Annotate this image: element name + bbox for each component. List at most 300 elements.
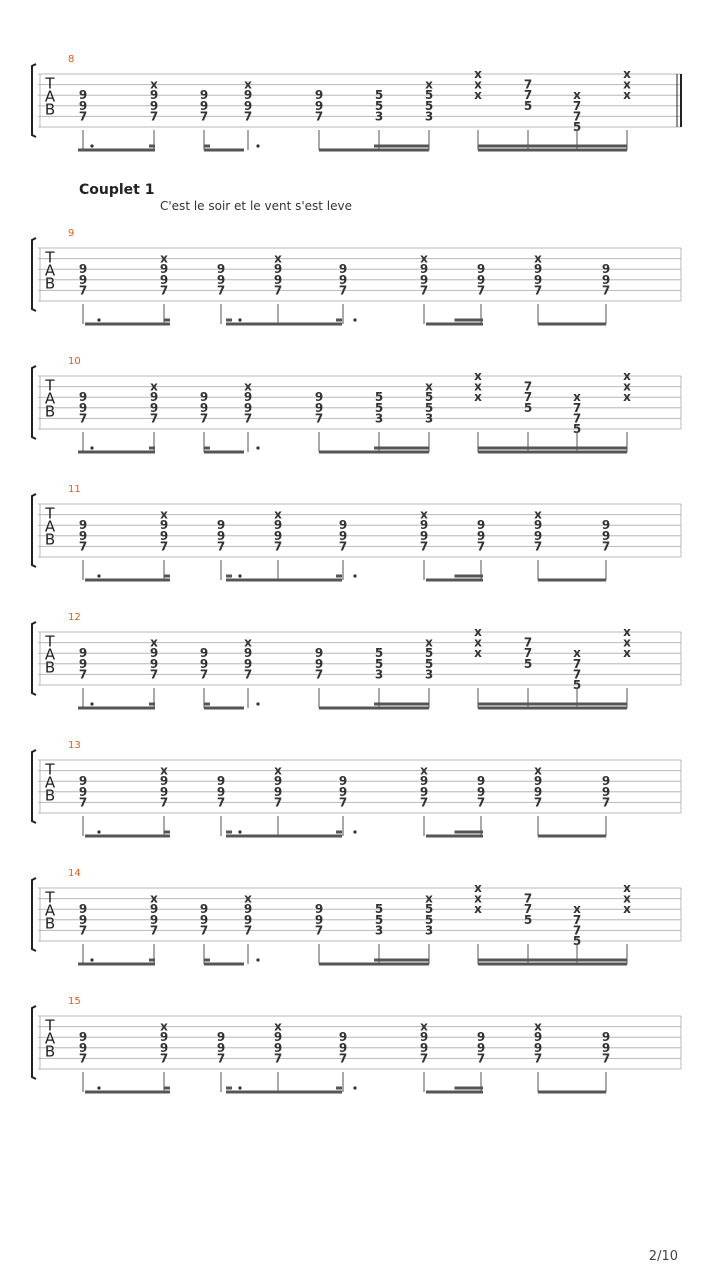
rhythm-dot <box>90 446 93 449</box>
fret-number: 9 <box>159 774 169 789</box>
fret-number: 9 <box>78 518 88 533</box>
fret-number: 9 <box>419 784 429 799</box>
fret-number: 9 <box>149 912 159 927</box>
tab-clef-letter: B <box>44 100 56 119</box>
fret-number: 9 <box>476 784 486 799</box>
fret-number: 9 <box>216 518 226 533</box>
lyrics-line: C'est le soir et le vent s'est leve <box>160 199 352 213</box>
fret-number: 7 <box>149 411 159 426</box>
fret-number: 9 <box>419 774 429 789</box>
fret-number: 9 <box>78 774 88 789</box>
muted-note: x <box>534 507 542 522</box>
fret-number: 7 <box>533 1051 543 1066</box>
fret-number: 9 <box>216 262 226 277</box>
fret-number: 7 <box>419 283 429 298</box>
fret-number: 9 <box>314 656 324 671</box>
fret-number: 7 <box>476 539 486 554</box>
tab-system-14 <box>32 868 681 964</box>
muted-note: x <box>534 763 542 778</box>
muted-note: x <box>623 635 631 650</box>
fret-number: 7 <box>243 109 253 124</box>
muted-note: x <box>623 646 631 661</box>
fret-number: 9 <box>78 902 88 917</box>
rhythm-dot <box>238 574 241 577</box>
fret-number: 9 <box>199 912 209 927</box>
fret-number: 7 <box>601 1051 611 1066</box>
fret-number: 9 <box>149 902 159 917</box>
fret-number: 9 <box>273 774 283 789</box>
muted-note: x <box>623 881 631 895</box>
fret-number: 5 <box>424 400 434 415</box>
fret-number: 7 <box>273 539 283 554</box>
fret-number: 9 <box>338 518 348 533</box>
fret-number: 9 <box>199 902 209 917</box>
fret-number: 9 <box>78 390 88 405</box>
fret-number: 7 <box>78 283 88 298</box>
fret-number: 9 <box>476 528 486 543</box>
tab-clef-letter: B <box>44 402 56 421</box>
muted-note: x <box>474 390 482 405</box>
tab-clef-letter: A <box>44 901 56 920</box>
fret-number: 9 <box>243 656 253 671</box>
measure-number: 8 <box>68 54 75 65</box>
fret-number: 7 <box>523 390 533 405</box>
fret-number: 7 <box>78 1051 88 1066</box>
system-bracket <box>32 238 36 311</box>
fret-number: 7 <box>216 283 226 298</box>
fret-number: 9 <box>149 400 159 415</box>
fret-number: 9 <box>338 784 348 799</box>
fret-number: 9 <box>601 518 611 533</box>
fret-number: 7 <box>419 539 429 554</box>
muted-note: x <box>274 1019 282 1034</box>
muted-note: x <box>623 390 631 405</box>
muted-note: x <box>274 763 282 778</box>
fret-number: 7 <box>523 635 533 650</box>
fret-number: 7 <box>572 912 582 927</box>
fret-number: 9 <box>533 518 543 533</box>
fret-number: 9 <box>273 272 283 287</box>
fret-number: 9 <box>338 1040 348 1055</box>
fret-number: 7 <box>572 411 582 426</box>
rhythm-dot <box>256 144 259 147</box>
fret-number: 9 <box>78 400 88 415</box>
fret-number: 5 <box>572 678 582 692</box>
tab-clef-letter: B <box>44 914 56 933</box>
fret-number: 7 <box>273 795 283 810</box>
fret-number: 9 <box>78 528 88 543</box>
rhythm-dot <box>256 446 259 449</box>
fret-number: 9 <box>78 912 88 927</box>
rhythm-dot <box>97 574 100 577</box>
page-number: 2/10 <box>648 1249 678 1264</box>
fret-number: 9 <box>419 1030 429 1045</box>
tab-system-12 <box>32 612 681 708</box>
fret-number: 9 <box>601 528 611 543</box>
muted-note: x <box>474 67 482 81</box>
fret-number: 9 <box>199 98 209 113</box>
fret-number: 7 <box>314 667 324 682</box>
tab-clef-letter: A <box>44 517 56 536</box>
muted-note: x <box>623 379 631 394</box>
fret-number: 5 <box>424 88 434 103</box>
fret-number: 7 <box>199 667 209 682</box>
fret-number: 7 <box>159 1051 169 1066</box>
muted-note: x <box>425 379 433 394</box>
fret-number: 9 <box>149 656 159 671</box>
fret-number: 7 <box>572 656 582 671</box>
fret-number: 9 <box>338 262 348 277</box>
fret-number: 7 <box>199 411 209 426</box>
system-bracket <box>32 622 36 695</box>
fret-number: 9 <box>419 1040 429 1055</box>
rhythm-dot <box>97 1086 100 1089</box>
muted-note: x <box>573 902 581 917</box>
muted-note: x <box>474 635 482 650</box>
tab-system-8 <box>32 54 681 150</box>
fret-number: 5 <box>572 934 582 948</box>
fret-number: 9 <box>273 528 283 543</box>
muted-note: x <box>425 635 433 650</box>
tab-clef-letter: T <box>45 504 55 523</box>
fret-number: 9 <box>601 262 611 277</box>
measure-number: 14 <box>68 868 81 879</box>
fret-number: 5 <box>424 390 434 405</box>
fret-number: 9 <box>78 98 88 113</box>
tab-clef-letter: A <box>44 261 56 280</box>
fret-number: 7 <box>523 88 533 103</box>
muted-note: x <box>160 1019 168 1034</box>
system-bracket <box>32 494 36 567</box>
tab-clef-letter: B <box>44 786 56 805</box>
fret-number: 5 <box>523 656 533 671</box>
fret-number: 9 <box>216 1030 226 1045</box>
fret-number: 5 <box>523 400 533 415</box>
muted-note: x <box>474 881 482 895</box>
muted-note: x <box>573 390 581 405</box>
rhythm-dot <box>90 144 93 147</box>
system-bracket <box>32 1006 36 1079</box>
system-bracket <box>32 64 36 137</box>
muted-note: x <box>623 77 631 92</box>
fret-number: 3 <box>374 411 384 426</box>
fret-number: 9 <box>78 262 88 277</box>
fret-number: 9 <box>243 646 253 661</box>
fret-number: 9 <box>243 88 253 103</box>
muted-note: x <box>244 77 252 92</box>
fret-number: 5 <box>374 88 384 103</box>
fret-number: 9 <box>149 98 159 113</box>
muted-note: x <box>474 369 482 383</box>
muted-note: x <box>160 763 168 778</box>
fret-number: 9 <box>338 774 348 789</box>
fret-number: 7 <box>419 1051 429 1066</box>
fret-number: 9 <box>78 88 88 103</box>
fret-number: 9 <box>601 1040 611 1055</box>
fret-number: 5 <box>424 646 434 661</box>
rhythm-dot <box>238 830 241 833</box>
fret-number: 9 <box>273 262 283 277</box>
rhythm-dot <box>97 830 100 833</box>
measure-number: 10 <box>68 356 81 367</box>
fret-number: 3 <box>424 667 434 682</box>
fret-number: 9 <box>199 400 209 415</box>
muted-note: x <box>534 251 542 266</box>
fret-number: 9 <box>533 784 543 799</box>
fret-number: 9 <box>149 390 159 405</box>
muted-note: x <box>244 891 252 906</box>
fret-number: 7 <box>149 923 159 938</box>
muted-note: x <box>425 77 433 92</box>
fret-number: 7 <box>601 795 611 810</box>
fret-number: 9 <box>216 528 226 543</box>
fret-number: 3 <box>374 667 384 682</box>
rhythm-dot <box>353 1086 356 1089</box>
fret-number: 9 <box>149 88 159 103</box>
fret-number: 5 <box>424 902 434 917</box>
fret-number: 7 <box>216 795 226 810</box>
fret-number: 9 <box>216 272 226 287</box>
fret-number: 9 <box>273 518 283 533</box>
fret-number: 7 <box>78 109 88 124</box>
tab-system-11 <box>32 484 681 580</box>
fret-number: 7 <box>216 1051 226 1066</box>
fret-number: 5 <box>523 912 533 927</box>
fret-number: 9 <box>601 784 611 799</box>
tab-clef-letter: T <box>45 632 55 651</box>
fret-number: 5 <box>424 912 434 927</box>
fret-number: 9 <box>419 518 429 533</box>
tab-clef-letter: A <box>44 389 56 408</box>
tab-clef-letter: T <box>45 248 55 267</box>
fret-number: 9 <box>78 784 88 799</box>
fret-number: 9 <box>419 262 429 277</box>
fret-number: 7 <box>314 109 324 124</box>
measure-number: 12 <box>68 612 81 623</box>
system-bracket <box>32 750 36 823</box>
fret-number: 7 <box>216 539 226 554</box>
fret-number: 7 <box>159 283 169 298</box>
fret-number: 7 <box>273 1051 283 1066</box>
fret-number: 9 <box>533 262 543 277</box>
fret-number: 7 <box>338 283 348 298</box>
muted-note: x <box>474 88 482 103</box>
muted-note: x <box>623 88 631 103</box>
fret-number: 7 <box>523 379 533 394</box>
fret-number: 7 <box>159 539 169 554</box>
muted-note: x <box>623 891 631 906</box>
fret-number: 9 <box>159 272 169 287</box>
fret-number: 7 <box>199 923 209 938</box>
fret-number: 9 <box>419 272 429 287</box>
fret-number: 5 <box>572 422 582 436</box>
tab-clef-letter: T <box>45 760 55 779</box>
fret-number: 7 <box>523 902 533 917</box>
fret-number: 7 <box>338 1051 348 1066</box>
fret-number: 9 <box>273 1040 283 1055</box>
fret-number: 9 <box>476 1030 486 1045</box>
tab-system-15 <box>32 996 681 1092</box>
system-bracket <box>32 878 36 951</box>
fret-number: 7 <box>78 795 88 810</box>
fret-number: 7 <box>243 411 253 426</box>
fret-number: 7 <box>572 400 582 415</box>
section-title: Couplet 1 <box>79 182 155 198</box>
tab-system-10 <box>32 356 681 452</box>
fret-number: 9 <box>338 272 348 287</box>
fret-number: 9 <box>78 1040 88 1055</box>
muted-note: x <box>274 251 282 266</box>
rhythm-dot <box>353 318 356 321</box>
fret-number: 9 <box>216 774 226 789</box>
fret-number: 9 <box>216 784 226 799</box>
fret-number: 7 <box>159 795 169 810</box>
tab-clef-letter: B <box>44 1042 56 1061</box>
fret-number: 5 <box>374 390 384 405</box>
fret-number: 3 <box>424 109 434 124</box>
fret-number: 7 <box>338 795 348 810</box>
fret-number: 3 <box>374 923 384 938</box>
fret-number: 7 <box>273 283 283 298</box>
fret-number: 7 <box>572 98 582 113</box>
muted-note: x <box>474 379 482 394</box>
fret-number: 9 <box>199 656 209 671</box>
rhythm-dot <box>238 318 241 321</box>
fret-number: 7 <box>523 77 533 92</box>
fret-number: 7 <box>338 539 348 554</box>
fret-number: 9 <box>199 88 209 103</box>
fret-number: 9 <box>216 1040 226 1055</box>
fret-number: 3 <box>374 109 384 124</box>
muted-note: x <box>573 646 581 661</box>
rhythm-dot <box>90 958 93 961</box>
tab-system-9 <box>32 228 681 324</box>
fret-number: 9 <box>78 656 88 671</box>
fret-number: 9 <box>243 390 253 405</box>
fret-number: 7 <box>243 923 253 938</box>
rhythm-dot <box>90 702 93 705</box>
fret-number: 9 <box>476 272 486 287</box>
fret-number: 9 <box>476 1040 486 1055</box>
muted-note: x <box>623 369 631 383</box>
fret-number: 9 <box>338 528 348 543</box>
fret-number: 9 <box>338 1030 348 1045</box>
tab-clef-letter: A <box>44 645 56 664</box>
fret-number: 7 <box>523 891 533 906</box>
tab-clef-letter: A <box>44 87 56 106</box>
tab-clef-letter: T <box>45 376 55 395</box>
fret-number: 5 <box>424 98 434 113</box>
measure-number: 13 <box>68 740 81 751</box>
muted-note: x <box>474 625 482 639</box>
rhythm-dot <box>353 574 356 577</box>
fret-number: 9 <box>533 1030 543 1045</box>
fret-number: 9 <box>476 262 486 277</box>
fret-number: 7 <box>533 795 543 810</box>
muted-note: x <box>244 635 252 650</box>
fret-number: 9 <box>314 88 324 103</box>
fret-number: 9 <box>243 912 253 927</box>
fret-number: 9 <box>476 774 486 789</box>
muted-note: x <box>573 88 581 103</box>
muted-note: x <box>244 379 252 394</box>
fret-number: 9 <box>314 390 324 405</box>
fret-number: 9 <box>314 98 324 113</box>
fret-number: 5 <box>374 98 384 113</box>
fret-number: 7 <box>523 646 533 661</box>
muted-note: x <box>474 77 482 92</box>
fret-number: 9 <box>243 400 253 415</box>
fret-number: 9 <box>273 1030 283 1045</box>
fret-number: 9 <box>314 912 324 927</box>
fret-number: 7 <box>149 667 159 682</box>
fret-number: 7 <box>601 283 611 298</box>
fret-number: 9 <box>601 272 611 287</box>
muted-note: x <box>420 507 428 522</box>
muted-note: x <box>274 507 282 522</box>
tab-clef-letter: B <box>44 530 56 549</box>
fret-number: 9 <box>314 646 324 661</box>
fret-number: 7 <box>572 667 582 682</box>
rhythm-dot <box>256 702 259 705</box>
muted-note: x <box>425 891 433 906</box>
fret-number: 9 <box>314 902 324 917</box>
fret-number: 5 <box>374 656 384 671</box>
muted-note: x <box>160 251 168 266</box>
tab-clef-letter: B <box>44 658 56 677</box>
muted-note: x <box>474 902 482 917</box>
fret-number: 7 <box>419 795 429 810</box>
measure-number: 15 <box>68 996 81 1007</box>
fret-number: 9 <box>533 272 543 287</box>
muted-note: x <box>420 763 428 778</box>
muted-note: x <box>623 67 631 81</box>
fret-number: 7 <box>533 283 543 298</box>
muted-note: x <box>623 625 631 639</box>
fret-number: 9 <box>419 528 429 543</box>
muted-note: x <box>150 77 158 92</box>
fret-number: 3 <box>424 411 434 426</box>
tab-clef-letter: A <box>44 773 56 792</box>
muted-note: x <box>150 379 158 394</box>
fret-number: 7 <box>572 923 582 938</box>
fret-number: 9 <box>601 1030 611 1045</box>
tab-clef-letter: T <box>45 888 55 907</box>
fret-number: 7 <box>199 109 209 124</box>
fret-number: 5 <box>374 646 384 661</box>
tab-clef-letter: A <box>44 1029 56 1048</box>
fret-number: 9 <box>78 272 88 287</box>
fret-number: 5 <box>374 902 384 917</box>
muted-note: x <box>150 891 158 906</box>
fret-number: 9 <box>476 518 486 533</box>
fret-number: 7 <box>601 539 611 554</box>
fret-number: 9 <box>159 784 169 799</box>
muted-note: x <box>474 891 482 906</box>
rhythm-dot <box>353 830 356 833</box>
fret-number: 7 <box>149 109 159 124</box>
fret-number: 7 <box>78 539 88 554</box>
fret-number: 9 <box>159 1040 169 1055</box>
fret-number: 7 <box>314 411 324 426</box>
fret-number: 7 <box>476 795 486 810</box>
fret-number: 9 <box>533 528 543 543</box>
muted-note: x <box>150 635 158 650</box>
fret-number: 9 <box>533 1040 543 1055</box>
muted-note: x <box>474 646 482 661</box>
rhythm-dot <box>238 1086 241 1089</box>
fret-number: 9 <box>314 400 324 415</box>
